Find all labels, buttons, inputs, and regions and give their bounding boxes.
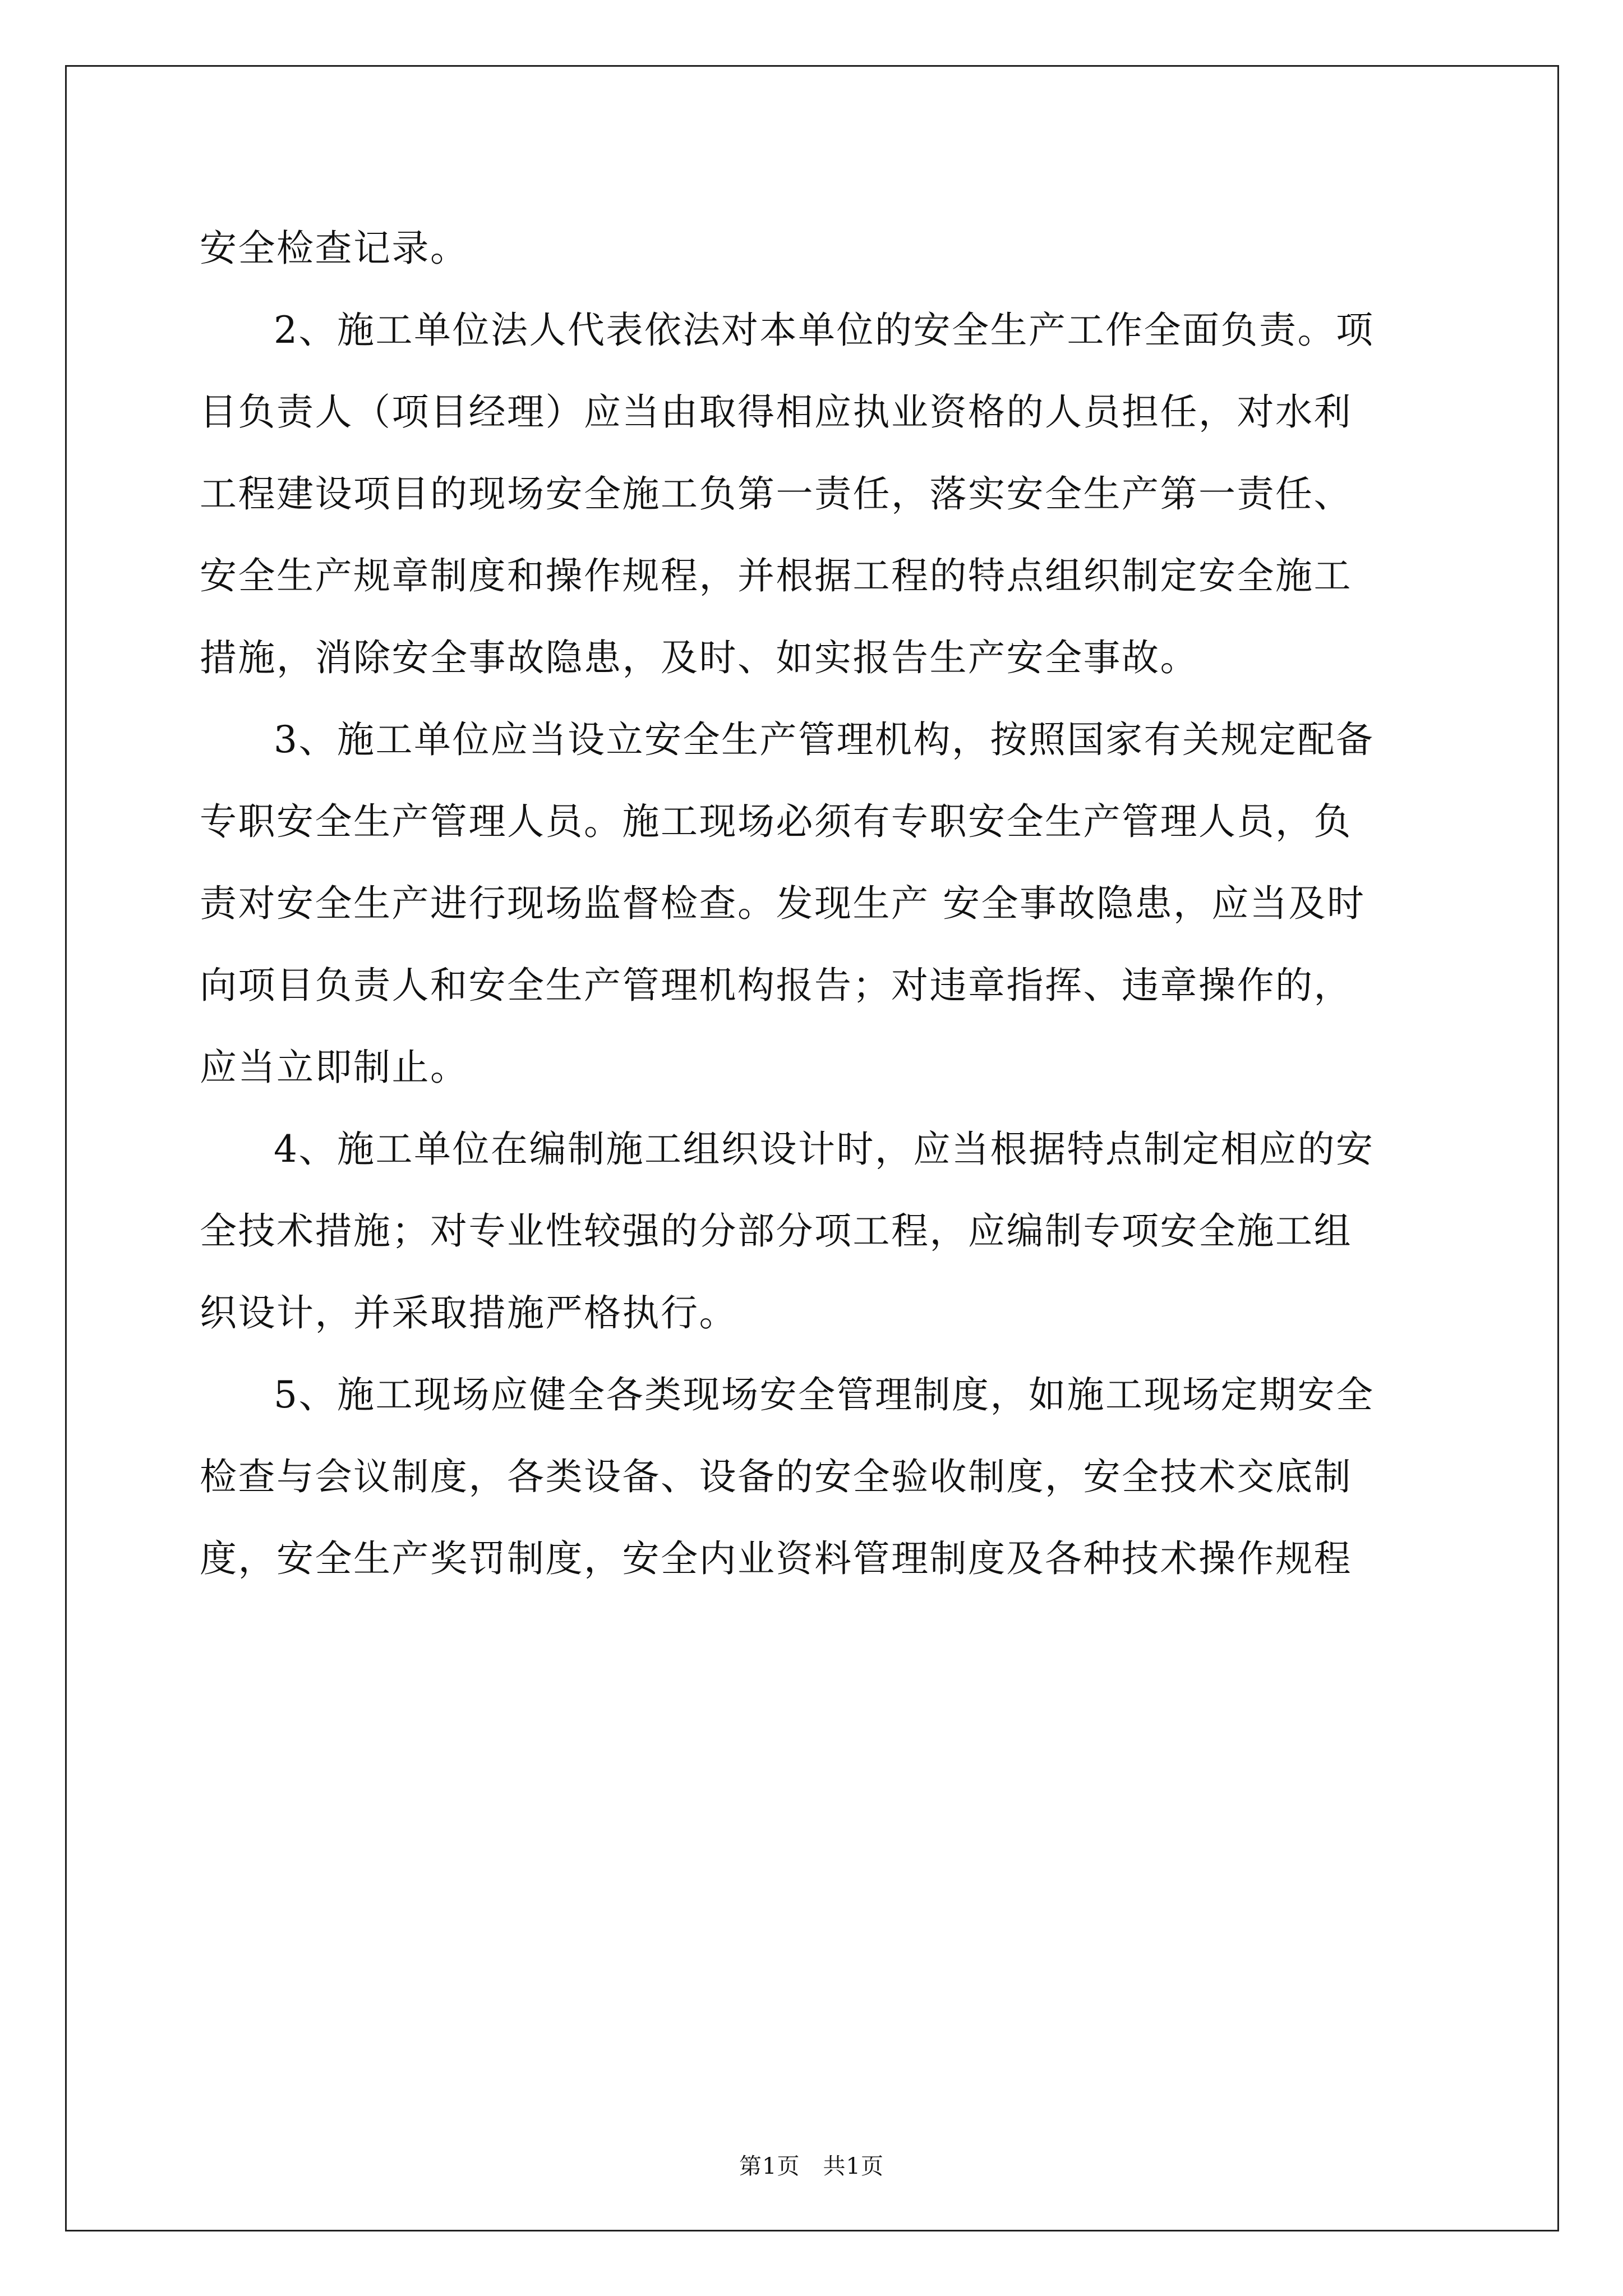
text-line: 向项目负责人和安全生产管理机构报告；对违章指挥、违章操作的， bbox=[200, 964, 1352, 1007]
text-line: 目负责人（项目经理）应当由取得相应执业资格的人员担任，对水利 bbox=[200, 390, 1352, 434]
text-line: 安全生产规章制度和操作规程，并根据工程的特点组织制定安全施工 bbox=[200, 554, 1352, 597]
text-line: 工程建设项目的现场安全施工负第一责任，落实安全生产第一责任、 bbox=[200, 472, 1352, 516]
text-line: 专职安全生产管理人员。施工现场必须有专职安全生产管理人员，负 bbox=[200, 800, 1352, 843]
text-line: 措施，消除安全事故隐患，及时、如实报告生产安全事故。 bbox=[200, 636, 1198, 679]
text-line: 责对安全生产进行现场监督检查。发现生产 安全事故隐患，应当及时 bbox=[200, 882, 1366, 925]
text-line: 织设计，并采取措施严格执行。 bbox=[200, 1291, 737, 1335]
text-line: 检查与会议制度，各类设备、设备的安全验收制度，安全技术交底制 bbox=[200, 1455, 1352, 1498]
text-line: 2、施工单位法人代表依法对本单位的安全生产工作全面负责。项 bbox=[274, 309, 1375, 352]
text-line: 4、施工单位在编制施工组织设计时，应当根据特点制定相应的安 bbox=[274, 1128, 1375, 1171]
page-footer: 第1页 共1页 bbox=[739, 2154, 884, 2179]
text-line: 5、施工现场应健全各类现场安全管理制度，如施工现场定期安全 bbox=[274, 1373, 1375, 1416]
text-line: 安全检查记录。 bbox=[200, 227, 469, 270]
text-line: 应当立即制止。 bbox=[200, 1046, 469, 1089]
document-body bbox=[200, 208, 1428, 1600]
text-line: 全技术措施；对专业性较强的分部分项工程，应编制专项安全施工组 bbox=[200, 1209, 1352, 1253]
text-line: 度，安全生产奖罚制度，安全内业资料管理制度及各种技术操作规程 bbox=[200, 1537, 1352, 1580]
text-line: 3、施工单位应当设立安全生产管理机构，按照国家有关规定配备 bbox=[274, 718, 1375, 761]
